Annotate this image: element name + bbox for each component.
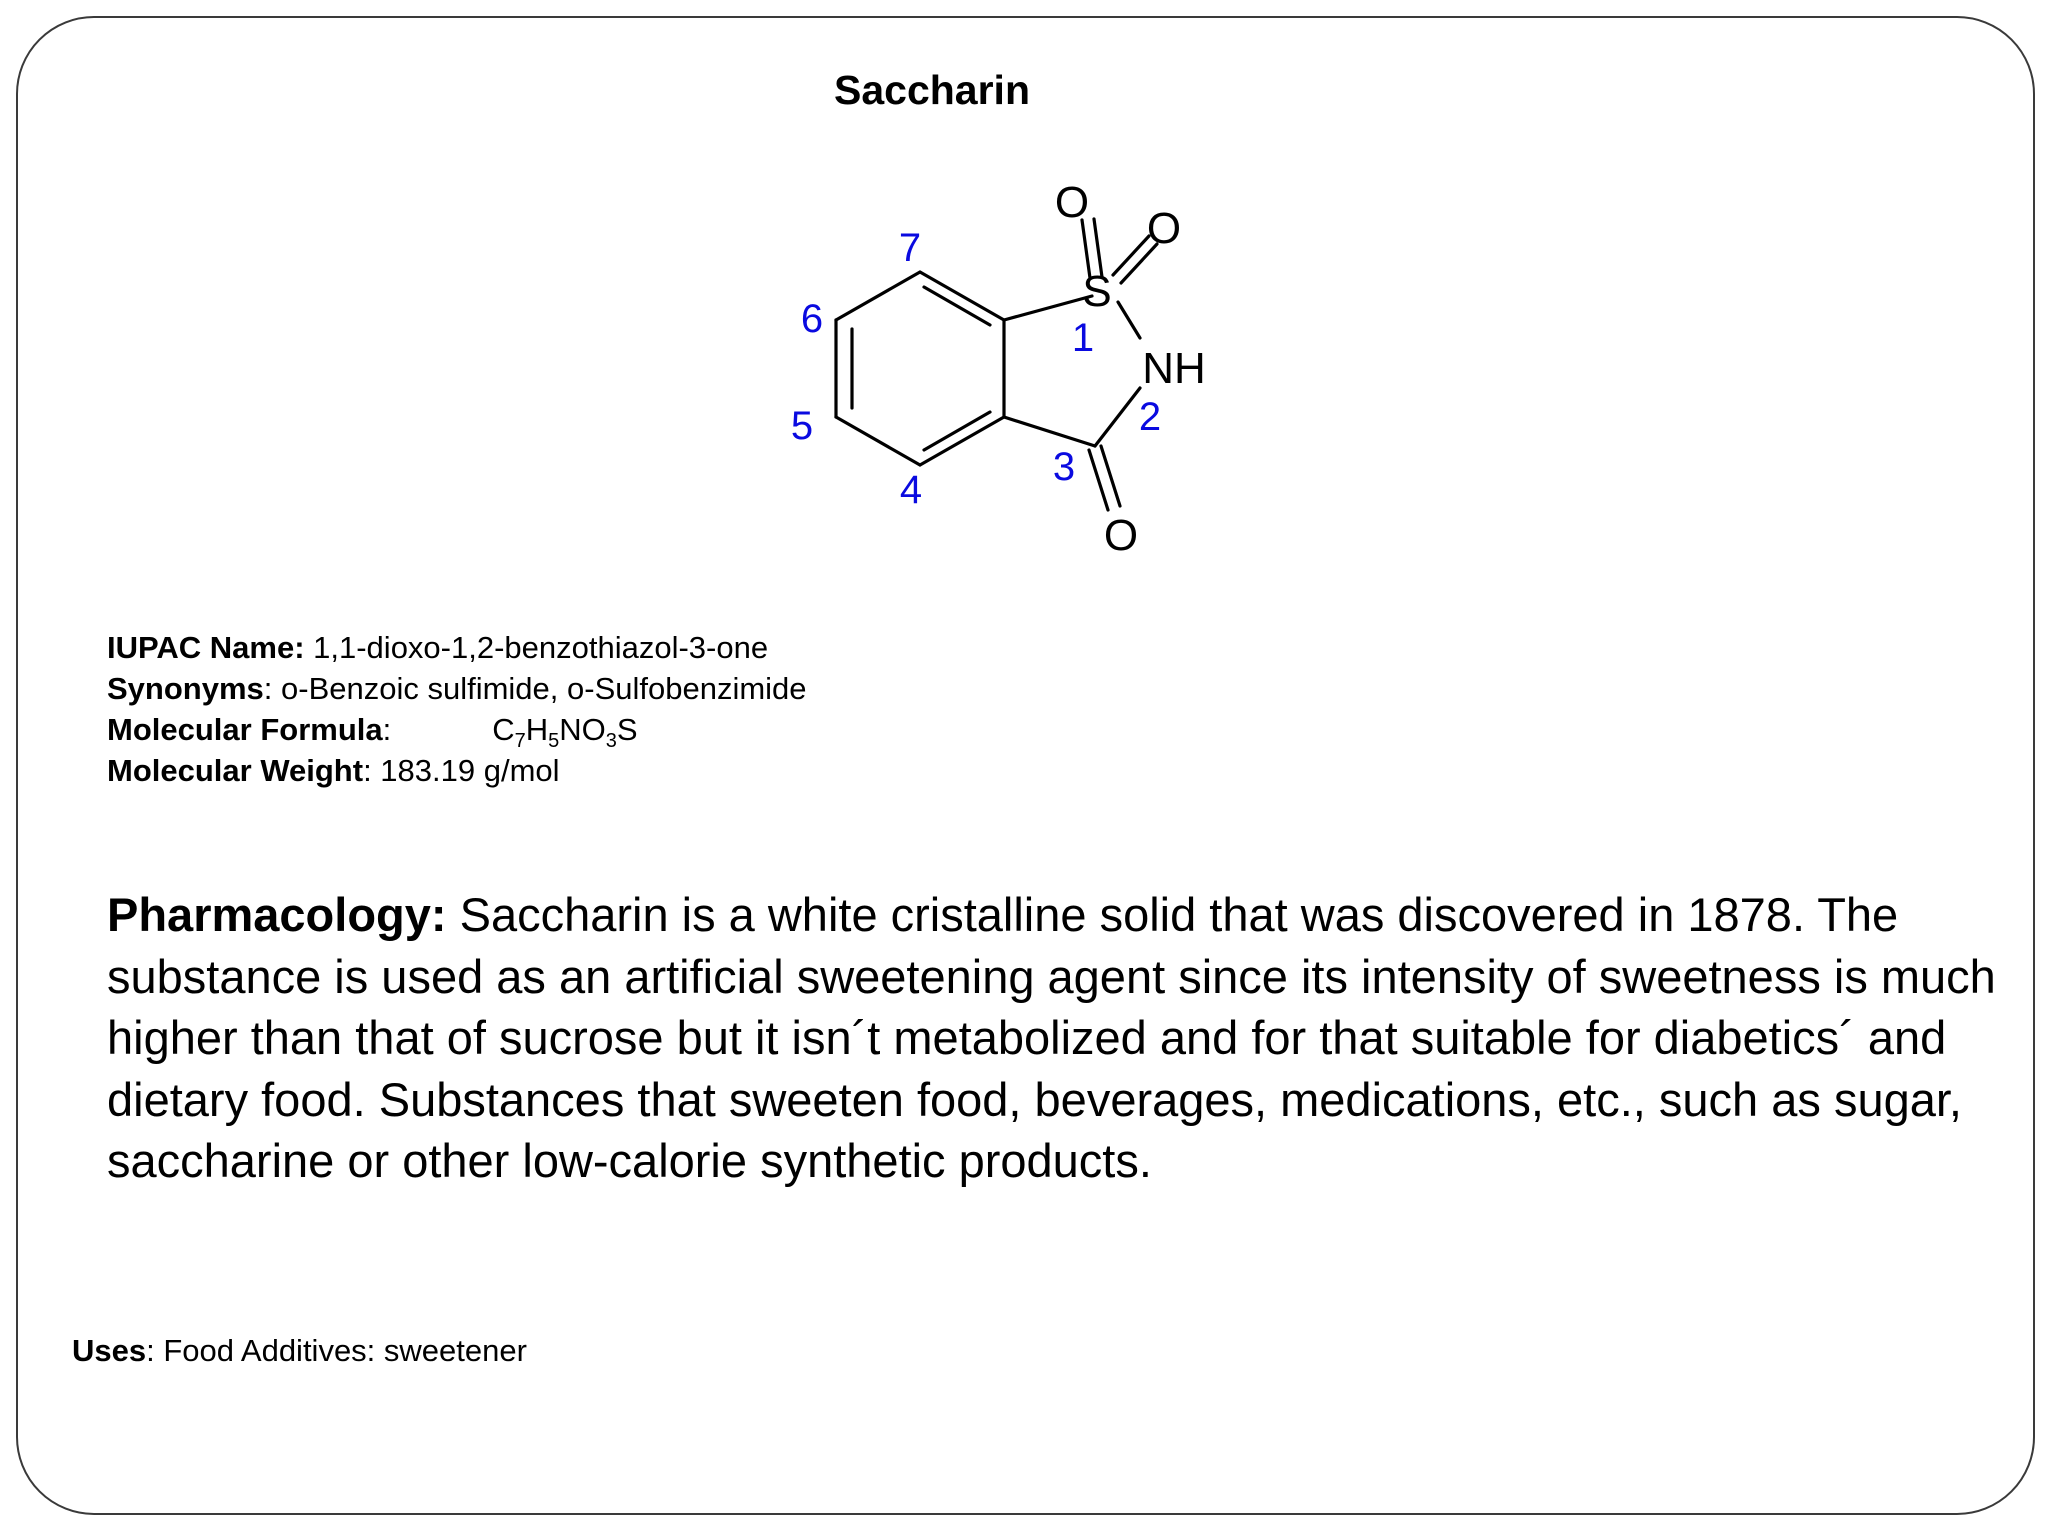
bond-c6-c7 xyxy=(836,272,920,320)
uses-label: Uses xyxy=(72,1333,147,1368)
locant-1: 1 xyxy=(1071,316,1095,360)
bond-c3a-c4 xyxy=(920,417,1004,465)
weight-label: Molecular Weight xyxy=(107,753,364,788)
weight-row xyxy=(107,750,807,791)
formula-separator: : xyxy=(382,712,392,747)
pharmacology-label: Pharmacology: xyxy=(107,888,447,941)
pharmacology-paragraph xyxy=(107,884,1997,1192)
atom-s: S xyxy=(1082,267,1112,316)
iupac-label: IUPAC Name: xyxy=(107,630,305,665)
atom-o-right: O xyxy=(1146,204,1182,253)
bond-c4-c5 xyxy=(836,417,920,465)
locant-5: 5 xyxy=(790,404,814,448)
bond-c3-c3a xyxy=(1004,417,1095,446)
weight-value: : 183.19 g/mol xyxy=(363,753,560,788)
formula-label: Molecular Formula xyxy=(107,712,383,747)
atom-nh: NH xyxy=(1142,344,1206,393)
atom-o-bottom: O xyxy=(1103,511,1139,560)
bond-n-c3 xyxy=(1095,388,1140,446)
properties-block xyxy=(107,627,807,791)
uses-value: : Food Additives: sweetener xyxy=(146,1333,527,1368)
molecular-formula: $C_7H_5NO_3S$ xyxy=(492,712,638,752)
locant-6: 6 xyxy=(800,297,824,341)
synonyms-label: Synonyms xyxy=(107,671,264,706)
bond-c7-c7a xyxy=(920,272,1004,320)
iupac-value: 1,1-dioxo-1,2-benzothiazol-3-one xyxy=(304,630,769,665)
synonyms-value: : o-Benzoic sulfimide, o-Sulfobenzimide xyxy=(263,671,807,706)
atom-o-top: O xyxy=(1054,178,1090,227)
locant-7: 7 xyxy=(898,226,922,270)
bond-s-n xyxy=(1118,302,1140,338)
locant-2: 2 xyxy=(1138,395,1162,439)
locant-3: 3 xyxy=(1052,445,1076,489)
locant-4: 4 xyxy=(899,468,923,512)
uses-line xyxy=(72,1330,527,1371)
bond-s-o-right-a xyxy=(1113,236,1149,275)
saccharin-structure-diagram xyxy=(740,160,1260,580)
synonyms-row xyxy=(107,668,807,709)
pharmacology-text: Saccharin is a white cristalline solid that was discovered in 1878. The substance is used as an artificial sweetening agent since its intensity of sweetness is much higher than that of sucrose but it isn´t metabolized and for that suitable for diabetics´ and dietary food. Substances that sweeten food, beverages, medications, etc., such as sugar, saccharine or other low-calorie synthetic products. xyxy=(107,888,1996,1187)
formula-row xyxy=(107,709,807,750)
iupac-row xyxy=(107,627,807,668)
page-title: Saccharin xyxy=(834,67,1030,113)
